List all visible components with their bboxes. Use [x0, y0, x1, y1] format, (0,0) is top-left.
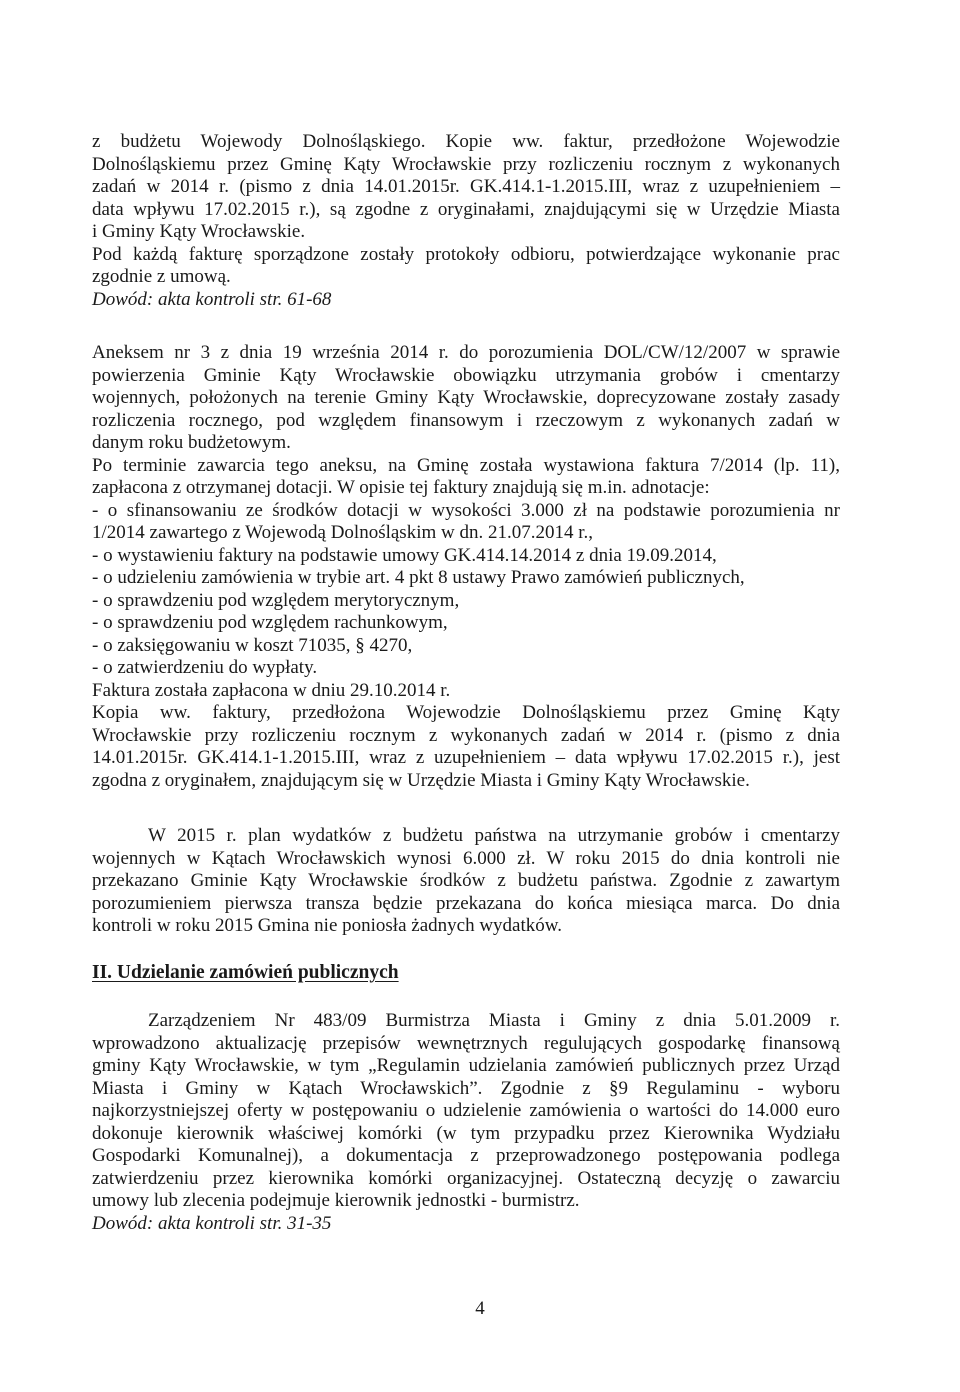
text-line: i Gminy Kąty Wrocławskie. [92, 221, 306, 242]
text-line: zgodnie z umową. [92, 266, 231, 287]
list-item: - o udzieleniu zamówienia w trybie art. 4 pkt 8 ustawy Prawo zamówień publicznych, [92, 567, 745, 588]
text-line: Aneksem nr 3 z dnia 19 września 2014 r. do porozumienia DOL/CW/12/2007 w sprawie [92, 342, 840, 363]
paragraph-annex [92, 342, 840, 792]
text-line: wprowadzono aktualizację przepisów wewnętrznych regulujących gospodarkę finansową [92, 1032, 840, 1054]
text-line: danym roku budżetowym. [92, 432, 291, 453]
text-line: Kopia ww. faktury, przedłożona Wojewodzie Dolnośląskiemu przez Gminę Kąty [92, 702, 840, 723]
text-line: W 2015 r. plan wydatków z budżetu państwa na utrzymanie grobów i cmentarzy [148, 825, 840, 846]
text-line: najkorzystniejszej oferty w postępowaniu o udzielenie zamówienia o wartości do 14.000 euro [92, 1100, 840, 1121]
page-number: 4 [475, 1298, 485, 1319]
section-title: II. Udzielanie zamówień publicznych [92, 962, 399, 983]
list-item: - o wystawieniu faktury na podstawie umowy GK.414.14.2014 z dnia 19.09.2014, [92, 544, 717, 566]
text-line: Gospodarki Komunalnej), a dokumentacja z przeprowadzonego postępowania podlega [92, 1145, 840, 1166]
text-line: Po terminie zawarcia tego aneksu, na Gminę została wystawiona faktura 7/2014 (lp. 11), [92, 454, 840, 476]
text-line: zadań w 2014 r. (pismo z dnia 14.01.2015r. GK.414.1-1.2015.III, wraz z uzupełnieniem – [92, 176, 840, 197]
evidence-reference: Dowód: akta kontroli str. 31-35 [92, 1212, 332, 1234]
text-line: z budżetu Wojewody Dolnośląskiego. Kopie ww. faktur, przedłożone Wojewodzie [92, 131, 840, 152]
section-heading [92, 962, 840, 985]
list-item: - o sprawdzeniu pod względem rachunkowym, [92, 612, 448, 633]
text-line: porozumieniem pierwsza transza będzie przekazana do końca miesiąca marca. Do dnia [92, 892, 840, 914]
text-line: wojennych w Kątach Wrocławskich wynosi 6.000 zł. W roku 2015 do dnia kontroli nie [92, 847, 840, 869]
text-line: zgodna z oryginałem, znajdującym się w Urzędzie Miasta i Gminy Kąty Wrocławskie. [92, 769, 750, 791]
text-line: Pod każdą fakturę sporządzone zostały protokoły odbioru, potwierdzające wykonanie prac [92, 243, 840, 265]
evidence-reference: Dowód: akta kontroli str. 61-68 [92, 288, 332, 310]
paragraph-procurement [92, 1010, 840, 1235]
text-line: zapłacona z otrzymanej dotacji. W opisie tej faktury znajdują się m.in. adnotacje: [92, 477, 710, 498]
text-line: zatwierdzeniu przez kierownika komórki organizacyjnej. Ostateczną decyzję o zawarciu [92, 1167, 840, 1189]
list-item: - o zaksięgowaniu w koszt 71035, § 4270, [92, 634, 413, 656]
list-item: - o zatwierdzeniu do wypłaty. [92, 657, 318, 678]
list-item: - o sfinansowaniu ze środków dotacji w wysokości 3.000 zł na podstawie porozumienia nr [92, 499, 840, 521]
paragraph-2015-plan [92, 825, 840, 938]
text-line: dokonuje kierownik właściwej komórki (w tym przypadku przez Kierownika Wydziału [92, 1122, 840, 1144]
text-line: kontroli w roku 2015 Gmina nie poniosła żadnych wydatków. [92, 915, 562, 936]
text-line: Dolnośląskiemu przez Gminę Kąty Wrocławskie przy rozliczeniu rocznym z wykonanych [92, 153, 840, 175]
list-item: - o sprawdzeniu pod względem merytorycznym, [92, 589, 460, 611]
text-line: rozliczenia rocznego, pod względem finansowym i rzeczowym z wykonanych zadań w [92, 409, 840, 431]
text-line: Miasta i Gminy w Kątach Wrocławskich”. Zgodnie z §9 Regulaminu - wyboru [92, 1077, 840, 1099]
text-line: wojennych, położonych na terenie Gminy Kąty Wrocławskie, doprecyzowane zostały zasady [92, 387, 840, 408]
text-line: 14.01.2015r. GK.414.1-1.2015.III, wraz z uzupełnieniem – data wpływu 17.02.2015 r.), jest [92, 747, 840, 768]
text-line: powierzenia Gminie Kąty Wrocławskie obowiązku utrzymania grobów i cmentarzy [92, 364, 840, 386]
text-line: umowy lub zlecenia podejmuje kierownik jednostki - burmistrz. [92, 1190, 580, 1211]
text-line: Faktura została zapłacona w dniu 29.10.2014 r. [92, 679, 451, 701]
text-line: Wrocławskie przy rozliczeniu rocznym z wykonanych zadań w 2014 r. (pismo z dnia [92, 724, 840, 746]
text-line: data wpływu 17.02.2015 r.), są zgodne z oryginałami, znajdującymi się w Urzędzie Miasta [92, 198, 840, 220]
text-line: przekazano Gminie Kąty Wrocławskie środków z budżetu państwa. Zgodnie z zawartym [92, 870, 840, 891]
text-line: gminy Kąty Wrocławskie, w tym „Regulamin udzielania zamówień publicznych przez Urząd [92, 1055, 840, 1076]
paragraph-invoices-copies [92, 131, 840, 311]
text-line: Zarządzeniem Nr 483/09 Burmistrza Miasta i Gminy z dnia 5.01.2009 r. [148, 1010, 840, 1031]
list-item: 1/2014 zawartego z Wojewodą Dolnośląskim w dn. 21.07.2014 r., [92, 522, 594, 543]
